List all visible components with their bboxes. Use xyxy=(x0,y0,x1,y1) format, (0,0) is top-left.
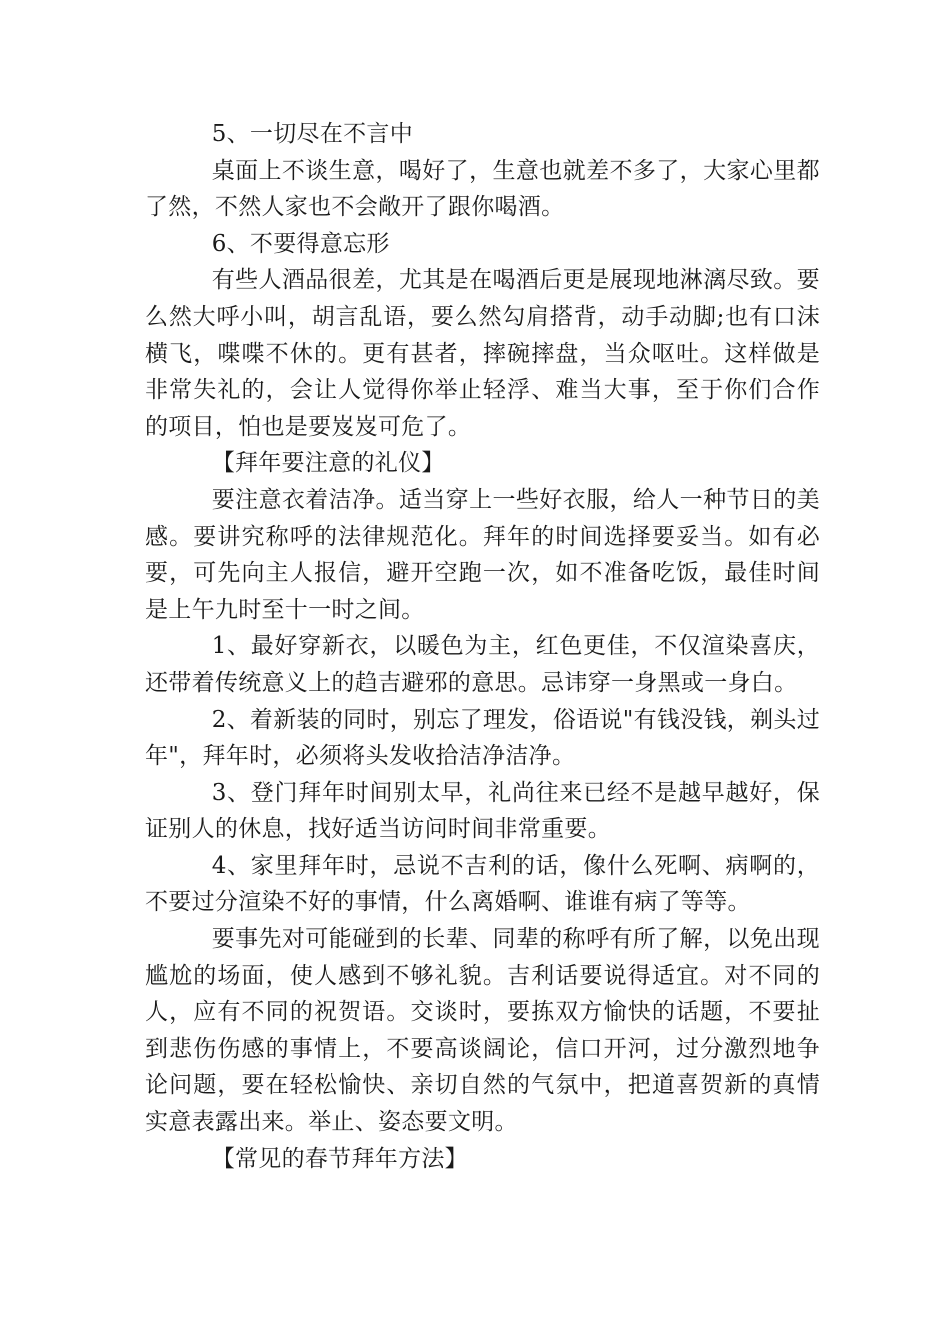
list-item: 4、家里拜年时，忌说不吉利的话，像什么死啊、病啊的，不要过分渲染不好的事情，什么离婚啊、谁谁有病了等等。 xyxy=(145,852,820,916)
list-item: 2、着新装的同时，别忘了理发，俗语说"有钱没钱，剃头过年"，拜年时，必须将头发收拾洁净洁净。 xyxy=(145,706,820,770)
section-heading-5: 5、一切尽在不言中 xyxy=(211,121,414,147)
section-heading-6: 6、不要得意忘形 xyxy=(211,230,390,257)
section-heading-new-year-etiquette: 【拜年要注意的礼仪】 xyxy=(211,450,445,477)
section-heading-common-methods: 【常见的春节拜年方法】 xyxy=(211,1145,468,1172)
paragraph: 要注意衣着洁净。适当穿上一些好衣服，给人一种节日的美感。要讲究称呼的法律规范化。拜年的时间选择要妥当。如有必要，可先向主人报信，避开空跑一次，如不准备吃饭，最佳时间是上午九时至十一时之间。 xyxy=(145,486,820,623)
list-item: 1、最好穿新衣，以暖色为主，红色更佳，不仅渲染喜庆，还带着传统意义上的趋吉避邪的意思。忌讳穿一身黑或一身白。 xyxy=(145,633,820,696)
paragraph: 要事先对可能碰到的长辈、同辈的称呼有所了解，以免出现尴尬的场面，使人感到不够礼貌。吉利话要说得适宜。对不同的人，应有不同的祝贺语。交谈时，要拣双方愉快的话题，不要扯到悲伤伤感的事情上，不要高谈阔论，信口开河，过分激烈地争论问题，要在轻松愉快、亲切自然的气氛中，把道喜贺新的真情实意表露出来。举止、姿态要文明。 xyxy=(145,926,820,1136)
paragraph: 有些人酒品很差，尤其是在喝酒后更是展现地淋漓尽致。要么然大呼小叫，胡言乱语，要么然勾肩搭背，动手动脚;也有口沫横飞，喋喋不休的。更有甚者，摔碗摔盘，当众呕吐。这样做是非常失礼的，会让人觉得你举止轻浮、难当大事，至于你们合作的项目，怕也是要岌岌可危了。 xyxy=(145,267,820,440)
list-item: 3、登门拜年时间别太早，礼尚往来已经不是越早越好，保证别人的休息，找好适当访问时间非常重要。 xyxy=(145,779,820,843)
paragraph: 桌面上不谈生意，喝好了，生意也就差不多了，大家心里都了然，不然人家也不会敞开了跟你喝酒。 xyxy=(145,157,820,221)
text-body xyxy=(145,116,820,1177)
